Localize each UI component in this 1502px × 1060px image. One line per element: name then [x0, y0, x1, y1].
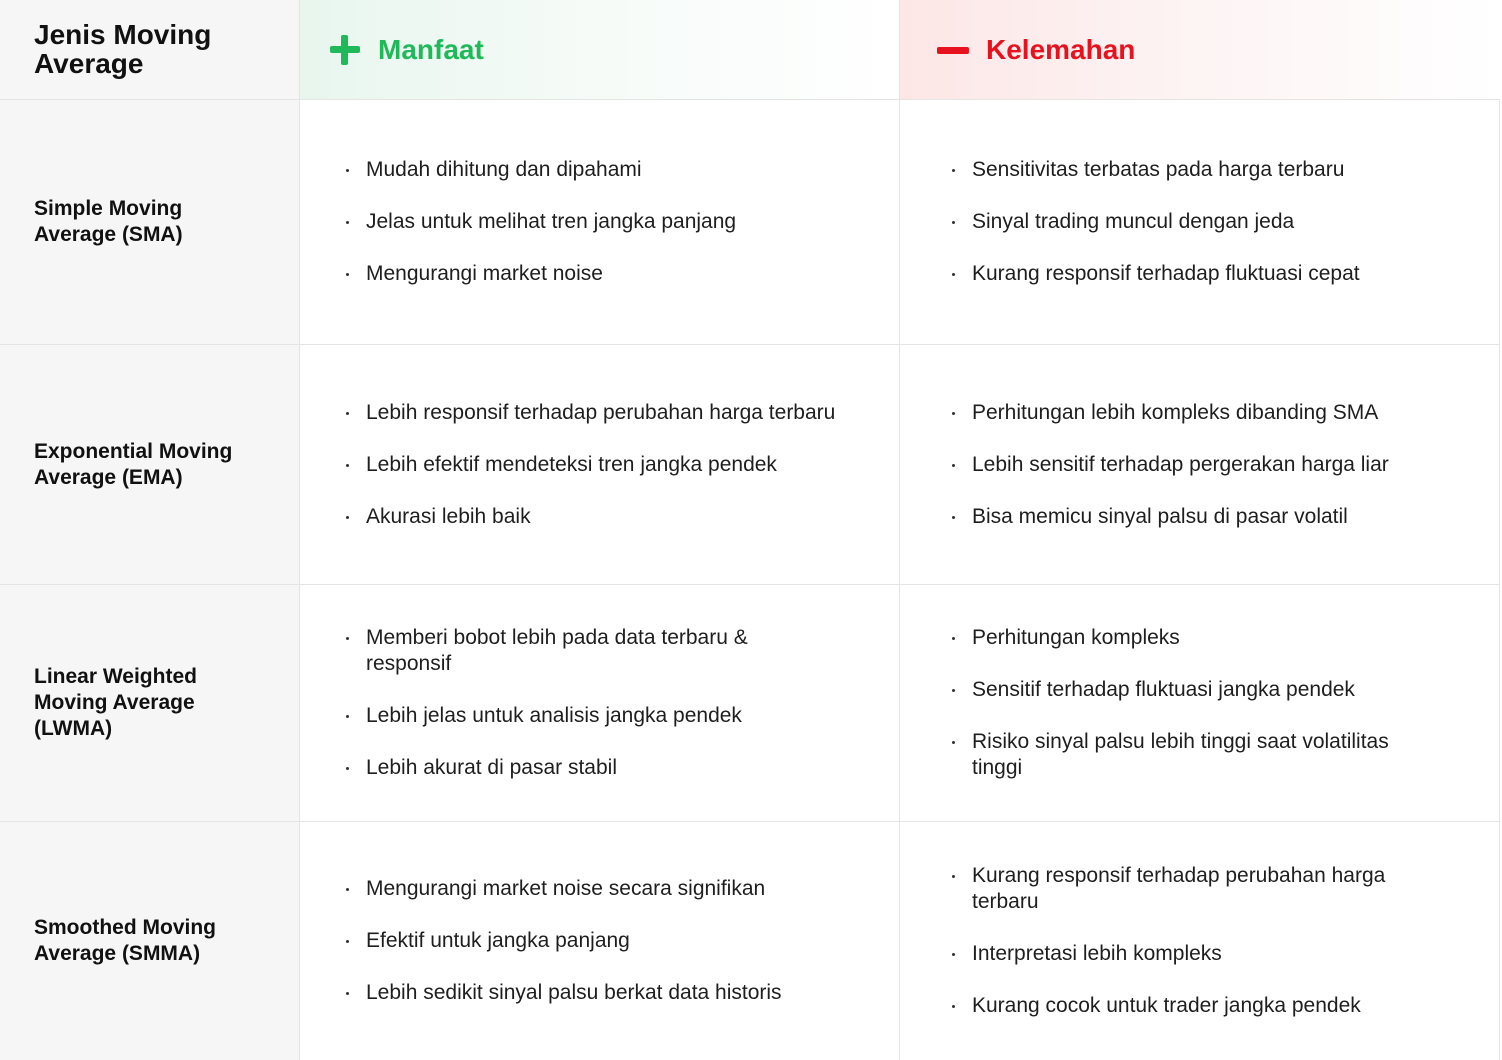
- list-item: Sensitivitas terbatas pada harga terbaru: [950, 157, 1360, 183]
- list-item: Mudah dihitung dan dipahami: [344, 157, 736, 183]
- list-item: Mengurangi market noise secara signifikan: [344, 876, 782, 902]
- list-item: Mengurangi market noise: [344, 261, 736, 287]
- benefit-list: [344, 157, 736, 287]
- header-benefit-title: Manfaat: [378, 33, 484, 65]
- type-name: Simple Moving Average (SMA): [34, 197, 183, 246]
- weakness-list: [950, 400, 1389, 530]
- list-item: Kurang responsif terhadap perubahan harga terbaru: [950, 863, 1442, 915]
- type-name: Smoothed Moving Average (SMMA): [34, 916, 216, 965]
- benefit-list: [344, 400, 835, 530]
- row-ema-benefits-cell: [300, 345, 900, 585]
- list-item: Lebih jelas untuk analisis jangka pendek: [344, 703, 836, 729]
- weakness-list: [950, 863, 1442, 1019]
- weakness-list: [950, 157, 1360, 287]
- header-weakness-title: Kelemahan: [986, 33, 1136, 65]
- list-item: Sensitif terhadap fluktuasi jangka pendek: [950, 677, 1442, 703]
- header-type-title: Jenis Moving Average: [34, 19, 212, 79]
- list-item: Perhitungan kompleks: [950, 625, 1442, 651]
- benefit-list: [344, 876, 782, 1006]
- row-sma-benefits-cell: [300, 100, 900, 345]
- type-name: Linear Weighted Moving Average (LWMA): [34, 665, 197, 740]
- list-item: Bisa memicu sinyal palsu di pasar volatil: [950, 504, 1389, 530]
- row-smma-weaknesses-cell: [900, 822, 1500, 1060]
- list-item: Perhitungan lebih kompleks dibanding SMA: [950, 400, 1389, 426]
- row-smma-type-cell: [0, 822, 300, 1060]
- header-benefit-cell: [300, 0, 900, 100]
- plus-icon: [328, 33, 362, 67]
- list-item: Interpretasi lebih kompleks: [950, 941, 1442, 967]
- benefit-list: [344, 625, 836, 781]
- list-item: Efektif untuk jangka panjang: [344, 928, 782, 954]
- row-lwma-benefits-cell: [300, 585, 900, 822]
- list-item: Kurang cocok untuk trader jangka pendek: [950, 993, 1442, 1019]
- list-item: Lebih sedikit sinyal palsu berkat data historis: [344, 980, 782, 1006]
- list-item: Lebih akurat di pasar stabil: [344, 755, 836, 781]
- row-sma-type-cell: [0, 100, 300, 345]
- type-name: Exponential Moving Average (EMA): [34, 439, 233, 489]
- list-item: Lebih sensitif terhadap pergerakan harga liar: [950, 452, 1389, 478]
- list-item: Lebih efektif mendeteksi tren jangka pendek: [344, 452, 835, 478]
- list-item: Lebih responsif terhadap perubahan harga terbaru: [344, 400, 835, 426]
- row-sma-weaknesses-cell: [900, 100, 1500, 345]
- list-item: Jelas untuk melihat tren jangka panjang: [344, 209, 736, 235]
- list-item: Risiko sinyal palsu lebih tinggi saat volatilitas tinggi: [950, 729, 1442, 781]
- row-smma-benefits-cell: [300, 822, 900, 1060]
- minus-icon: [936, 33, 970, 67]
- list-item: Akurasi lebih baik: [344, 504, 835, 530]
- list-item: Sinyal trading muncul dengan jeda: [950, 209, 1360, 235]
- header-type-cell: [0, 0, 300, 100]
- list-item: Memberi bobot lebih pada data terbaru & responsif: [344, 625, 836, 677]
- header-weakness-cell: [900, 0, 1500, 100]
- row-lwma-type-cell: [0, 585, 300, 822]
- row-ema-weaknesses-cell: [900, 345, 1500, 585]
- list-item: Kurang responsif terhadap fluktuasi cepat: [950, 261, 1360, 287]
- row-ema-type-cell: [0, 345, 300, 585]
- weakness-list: [950, 625, 1442, 781]
- row-lwma-weaknesses-cell: [900, 585, 1500, 822]
